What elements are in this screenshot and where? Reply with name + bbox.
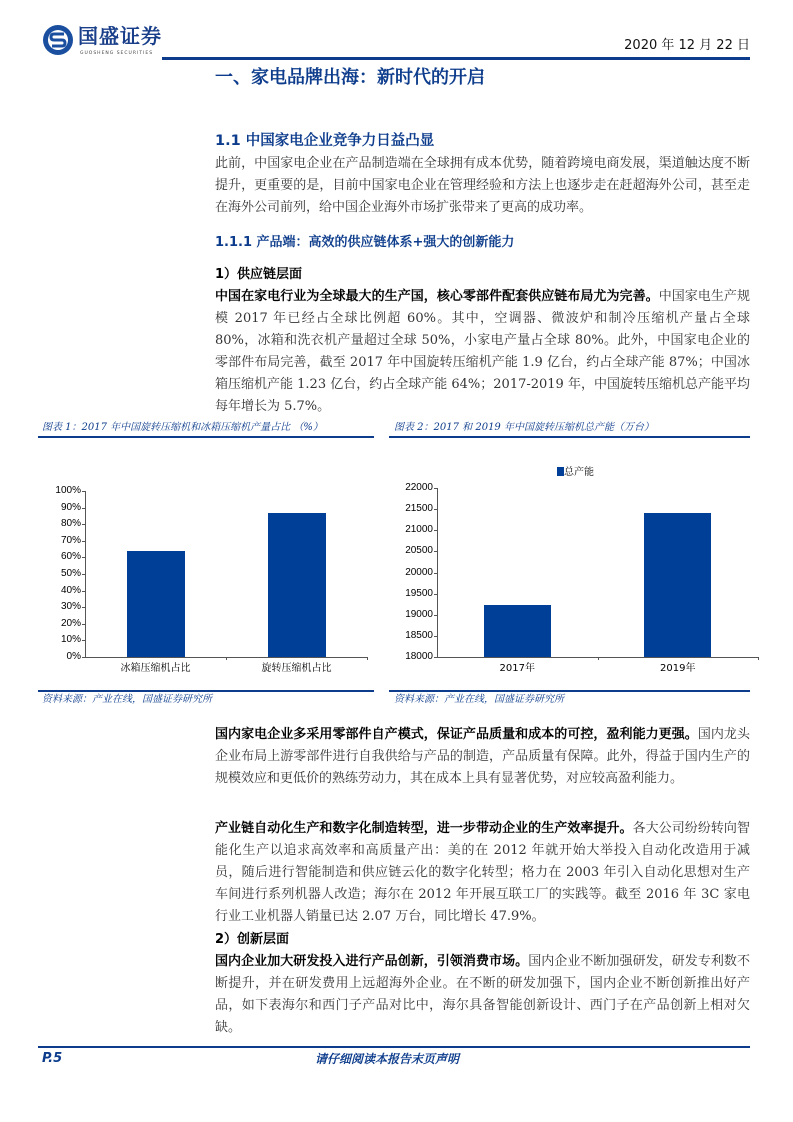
- legend-label: 总产能: [564, 467, 594, 478]
- y-tick-label: 20%: [60, 617, 81, 629]
- paragraph-lead: 中国在家电行业为全球最大的生产国，核心零部件配套供应链布局尤为完善。: [215, 289, 659, 304]
- x-tick-label: 旋转压缩机占比: [261, 663, 332, 674]
- subheading-supply-chain: 1）供应链层面: [215, 267, 303, 282]
- header-divider: [162, 57, 750, 60]
- y-axis: [85, 491, 86, 657]
- y-tick-label: 19000: [405, 608, 433, 620]
- paragraph-self-production: [215, 724, 750, 790]
- footer-divider: [38, 1046, 750, 1048]
- y-tick-label: 18500: [405, 629, 433, 641]
- bar: [484, 605, 551, 657]
- y-tick-mark: [434, 657, 437, 658]
- x-tick-mark: [598, 657, 599, 660]
- x-tick-mark: [226, 657, 227, 660]
- y-tick-mark: [82, 524, 85, 525]
- y-tick-mark: [82, 491, 85, 492]
- paragraph-innovation: [215, 951, 750, 1039]
- paragraph-supply-chain: [215, 286, 750, 418]
- y-tick-label: 19500: [405, 587, 433, 599]
- chart2-bottom-rule: [389, 690, 750, 692]
- chart1-caption: 图表 1：2017 年中国旋转压缩机和冰箱压缩机产量占比 （%）: [42, 422, 323, 433]
- y-tick-mark: [434, 573, 437, 574]
- y-tick-label: 70%: [60, 534, 81, 546]
- paragraph-body: 各大公司纷纷转向智能化生产以追求高效率和高质量产出：美的在 2012 年就开始大举投入自动化改造用于减员，随后进行智能制造和供应链云化的数字化转型；格力在 2003 年引入自动化思想对生产车间进行系列机器人改造；海尔在 2012 年开展互联工厂的实践等。截至 2016 年 3C 家电行业工业机器人销量已达 2.07 万台，同比增长 47.9%。: [215, 821, 750, 924]
- bar: [644, 513, 711, 657]
- chart2-top-rule: [389, 436, 750, 438]
- chapter-title: 一、家电品牌出海：新时代的开启: [215, 67, 485, 88]
- y-tick-label: 18000: [405, 651, 433, 662]
- y-tick-label: 50%: [60, 568, 81, 579]
- y-tick-label: 20000: [405, 566, 433, 578]
- y-tick-label: 10%: [60, 634, 81, 646]
- y-tick-label: 60%: [60, 551, 81, 563]
- y-tick-label: 0%: [66, 651, 81, 662]
- x-tick-label: 冰箱压缩机占比: [120, 663, 191, 674]
- chart1-bottom-rule: [38, 690, 374, 692]
- disclaimer-notice: 请仔细阅读本报告末页声明: [315, 1052, 460, 1066]
- logo-text: 国盛证券: [78, 24, 162, 48]
- paragraph-lead: 国内企业加大研发投入进行产品创新，引领消费市场。: [215, 954, 529, 969]
- chart1-top-rule: [38, 436, 374, 438]
- paragraph-body: 国内龙头企业布局上游零部件进行自我供给与产品的制造，产品质量有保障。此外，得益于国内生产的规模效应和更低价的熟练劳动力，其在成本上具有显著优势，对应较高盈利能力。: [215, 727, 750, 786]
- logo-mark-icon: [42, 24, 74, 56]
- y-tick-label: 40%: [60, 584, 81, 596]
- y-tick-label: 100%: [55, 485, 81, 496]
- report-date: 2020 年 12 月 22 日: [624, 38, 750, 53]
- y-tick-label: 30%: [60, 601, 81, 613]
- section-heading-1-1: 1.1 中国家电企业竞争力日益凸显: [215, 133, 435, 149]
- y-tick-mark: [434, 488, 437, 489]
- paragraph-lead: 国内家电企业多采用零部件自产模式，保证产品质量和成本的可控，盈利能力更强。: [215, 727, 698, 742]
- y-tick-mark: [82, 640, 85, 641]
- paragraph-automation: [215, 818, 750, 928]
- y-tick-mark: [82, 508, 85, 509]
- y-tick-mark: [434, 530, 437, 531]
- y-tick-mark: [82, 541, 85, 542]
- chart2-caption: 图表 2：2017 和 2019 年中国旋转压缩机总产能（万台）: [394, 422, 654, 433]
- y-tick-mark: [434, 594, 437, 595]
- y-tick-mark: [434, 509, 437, 510]
- page-number: P.5: [42, 1051, 63, 1066]
- bar: [127, 551, 185, 657]
- y-tick-mark: [82, 657, 85, 658]
- y-tick-mark: [82, 624, 85, 625]
- y-tick-mark: [82, 607, 85, 608]
- paragraph-intro: 此前，中国家电企业在产品制造端在全球拥有成本优势，随着跨境电商发展，渠道触达度不断提升，更重要的是，目前中国家电企业在管理经验和方法上也逐步走在赶超海外公司，甚至走在海外公司前列，给中国企业海外市场扩张带来了更高的成功率。: [215, 156, 750, 215]
- y-tick-label: 90%: [60, 501, 81, 513]
- y-tick-mark: [434, 551, 437, 552]
- x-tick-label: 2017年: [499, 663, 535, 674]
- y-tick-label: 80%: [60, 518, 81, 530]
- paragraph-body: 中国家电生产规模 2017 年已经占全球比例超 60%。其中，空调器、微波炉和制冷压缩机产量占全球 80%，冰箱和洗衣机产量超过全球 50%，小家电产量占全球 80%。此外，中国家电企业的零部件布局完善，截至 2017 年中国旋转压缩机产能 1.9 亿台，约占全球产能 87%；中国冰箱压缩机产能 1.23 亿台，约占全球产能 64%；2017-2019 年，中国旋转压缩机总产能平均每年增长为 5.7%。: [215, 289, 750, 414]
- y-tick-mark: [82, 557, 85, 558]
- logo-subtext: GUOSHENG SECURITIES: [80, 51, 154, 56]
- paragraph-lead: 产业链自动化生产和数字化制造转型，进一步带动企业的生产效率提升。: [215, 821, 633, 836]
- y-tick-mark: [82, 591, 85, 592]
- y-tick-label: 21000: [405, 524, 433, 536]
- y-tick-label: 21500: [405, 503, 433, 515]
- chart2-legend: [557, 467, 594, 479]
- x-tick-label: 2019年: [660, 663, 696, 674]
- x-tick-mark: [367, 657, 368, 660]
- y-tick-label: 22000: [405, 482, 433, 493]
- y-tick-label: 20500: [405, 545, 433, 557]
- subheading-innovation: 2）创新层面: [215, 932, 290, 947]
- y-tick-mark: [82, 574, 85, 575]
- y-axis: [437, 488, 438, 657]
- chart1-source: 资料来源：产业在线，国盛证券研究所: [42, 694, 212, 705]
- section-heading-1-1-1: 1.1.1 产品端：高效的供应链体系+强大的创新能力: [215, 235, 515, 250]
- y-tick-mark: [434, 636, 437, 637]
- legend-swatch: [557, 467, 564, 476]
- chart2-source: 资料来源：产业在线，国盛证券研究所: [394, 694, 564, 705]
- x-tick-mark: [758, 657, 759, 660]
- bar: [268, 513, 326, 657]
- paragraph-body: 国内企业不断加强研发，研发专利数不断提升，并在研发费用上远超海外企业。在不断的研发加强下，国内企业不断创新推出好产品，如下表海尔和西门子产品对比中，海尔具备智能创新设计、西门子在产品创新上相对欠缺。: [215, 954, 750, 1035]
- y-tick-mark: [434, 615, 437, 616]
- logo: [42, 24, 172, 60]
